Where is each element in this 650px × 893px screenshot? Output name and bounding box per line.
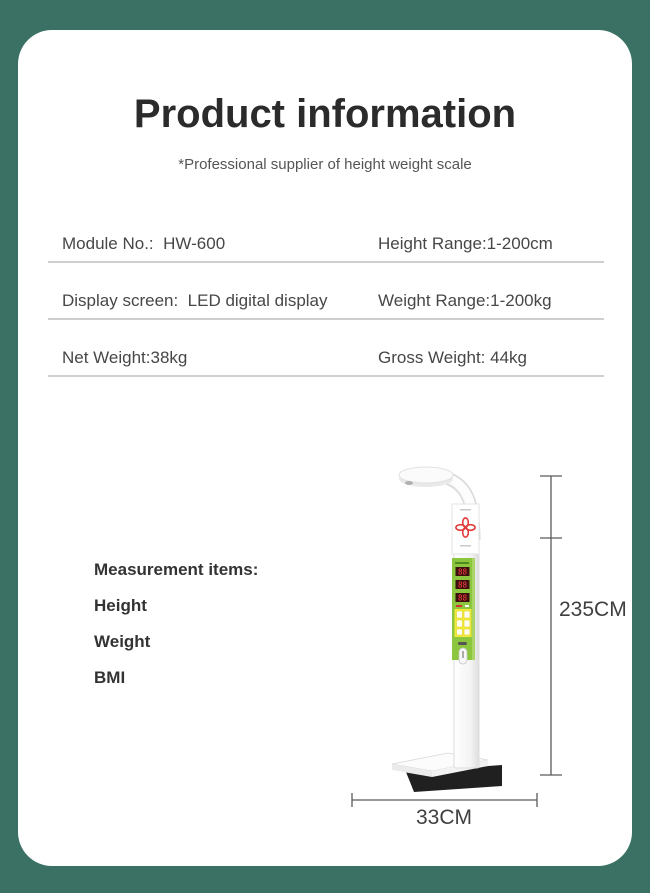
led-display-panel: [452, 558, 475, 664]
spec-row-display: [48, 263, 604, 320]
spec-height-range: Height Range:1-200cm: [378, 234, 553, 253]
spec-table: [48, 206, 604, 377]
svg-text:88: 88: [457, 567, 468, 577]
spec-gross-weight: Gross Weight: 44kg: [378, 348, 527, 367]
scale-illustration: [340, 450, 640, 840]
led-digit-windows: [456, 567, 470, 603]
spec-row-weight: [48, 320, 604, 377]
measurement-items-block: [94, 560, 258, 688]
measurement-item-weight: Weight: [94, 632, 151, 651]
spec-display-screen: Display screen: LED digital display: [62, 291, 328, 310]
measurement-items-title: Measurement items:: [94, 560, 259, 579]
printer-slot: [458, 642, 467, 645]
keypad: [455, 609, 472, 637]
width-dimension-label: 33CM: [415, 806, 473, 829]
height-dimension-label: 235CM: [559, 598, 627, 621]
logo-panel: [452, 504, 479, 554]
page-subtitle: *Professional supplier of height weight scale: [178, 156, 472, 173]
scale-base: [392, 753, 502, 792]
spec-row-module: [48, 206, 604, 263]
measurement-item-bmi: BMI: [94, 668, 126, 687]
measurement-item-height: Height: [94, 596, 147, 615]
page-title: Product information: [133, 92, 517, 136]
spec-net-weight: Net Weight:38kg: [62, 348, 188, 367]
width-dimension-line: [352, 793, 537, 807]
scale-head-sensor: [399, 467, 453, 487]
handle-probe: [459, 648, 467, 664]
height-dimension-line: [540, 476, 562, 775]
spec-module-no: Module No.: HW-600: [62, 234, 226, 253]
svg-text:88: 88: [457, 593, 468, 603]
svg-text:88: 88: [457, 580, 468, 590]
spec-weight-range: Weight Range:1-200kg: [378, 291, 552, 310]
